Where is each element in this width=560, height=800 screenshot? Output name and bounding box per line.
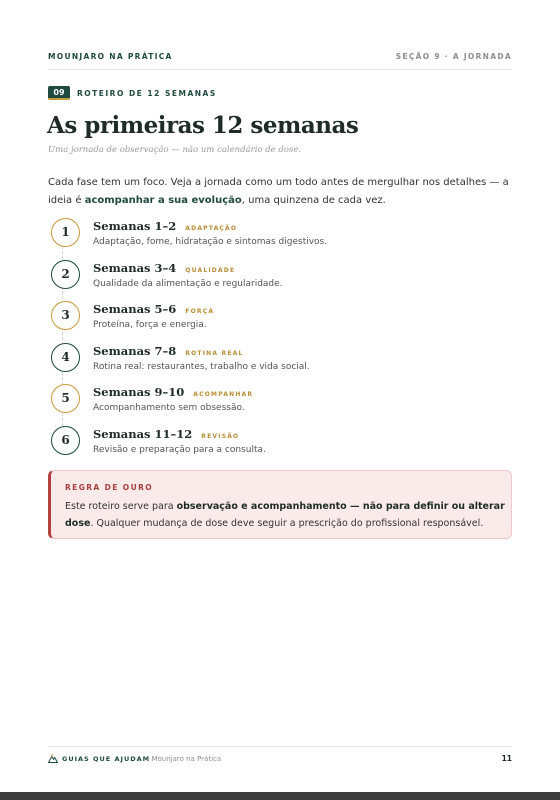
page-number: 11: [501, 754, 512, 763]
phase-item: [48, 382, 518, 418]
callout-text-start: Este roteiro serve para: [65, 501, 177, 512]
callout-title: REGRA DE OURO: [65, 483, 154, 492]
intro-text-start: Cada fase tem um foco. Veja a jornada como um todo antes de mergulhar nos detalhes — a ideia é: [48, 177, 509, 206]
phase-number-circle: 3: [51, 301, 80, 330]
phase-number-circle: 1: [51, 218, 80, 247]
phase-name: Semanas 5–6: [93, 302, 177, 317]
intro-paragraph: [48, 174, 518, 210]
section-label: SEÇÃO 9 · A JORNADA: [395, 52, 512, 61]
phase-description: Revisão e preparação para a consulta.: [93, 445, 266, 455]
phase-description: Adaptação, fome, hidratação e sintomas digestivos.: [93, 237, 328, 247]
phase-item: [48, 341, 518, 377]
phase-heading: [93, 261, 235, 275]
page-title: As primeiras 12 semanas: [47, 112, 359, 139]
phase-item: [48, 424, 518, 460]
callout-body: [65, 498, 505, 532]
intro-text-end: , uma quinzena de cada vez.: [241, 195, 386, 206]
phase-item: [48, 216, 518, 252]
footer-brand: GUIAS QUE AJUDAM: [62, 755, 151, 763]
phase-tag: FORÇA: [185, 308, 215, 316]
phase-number-circle: 6: [51, 426, 80, 455]
running-header: [48, 52, 512, 70]
phase-number-circle: 2: [51, 260, 80, 289]
phase-tag: ROTINA REAL: [185, 349, 244, 357]
book-title: MOUNJARO NA PRÁTICA: [48, 52, 173, 61]
phase-heading: [93, 344, 243, 358]
phase-description: Acompanhamento sem obsessão.: [93, 403, 245, 414]
phase-name: Semanas 9–10: [93, 385, 185, 400]
phase-tag: ADAPTAÇÃO: [185, 225, 238, 232]
phase-item: [48, 299, 518, 335]
callout-text-end: . Qualquer mudança de dose deve seguir a prescrição do profissional responsável.: [90, 518, 484, 529]
phase-description: Rotina real: restaurantes, trabalho e vida social.: [93, 361, 310, 372]
phase-name: Semanas 1–2: [93, 219, 177, 233]
viewer-bottom-bar: [0, 792, 560, 800]
section-number-badge: 09: [48, 86, 70, 100]
phase-name: Semanas 7–8: [93, 343, 177, 358]
page-subtitle: Uma jornada de observação — não um calendário de dose.: [48, 145, 302, 155]
phase-tag: QUALIDADE: [185, 266, 236, 274]
phase-heading: [93, 427, 239, 441]
phase-item: [48, 258, 518, 294]
phase-heading: [93, 219, 237, 233]
phase-tag: ACOMPANHAR: [193, 391, 254, 399]
phase-description: Proteína, força e energia.: [93, 320, 207, 331]
phase-number-circle: 5: [51, 384, 80, 413]
phase-description: Qualidade da alimentação e regularidade.: [93, 278, 283, 289]
phase-heading: [93, 302, 214, 316]
page-footer: [48, 746, 512, 766]
phase-name: Semanas 11–12: [93, 427, 193, 441]
golden-rule-callout: [48, 470, 512, 539]
phase-name: Semanas 3–4: [93, 260, 177, 275]
mountain-logo-icon: [48, 754, 58, 763]
phase-tag: REVISÃO: [201, 433, 240, 440]
callout-emphasis: observação e acompanhamento — não para definir ou alterar dose: [65, 501, 505, 529]
phase-heading: [93, 385, 253, 399]
intro-emphasis: acompanhar a sua evolução: [84, 195, 242, 206]
section-kicker: [48, 86, 217, 100]
phase-number-circle: 4: [51, 343, 80, 372]
footer-book-title: · Mounjaro na Prática: [147, 755, 222, 763]
section-kicker-label: ROTEIRO DE 12 SEMANAS: [77, 88, 217, 98]
